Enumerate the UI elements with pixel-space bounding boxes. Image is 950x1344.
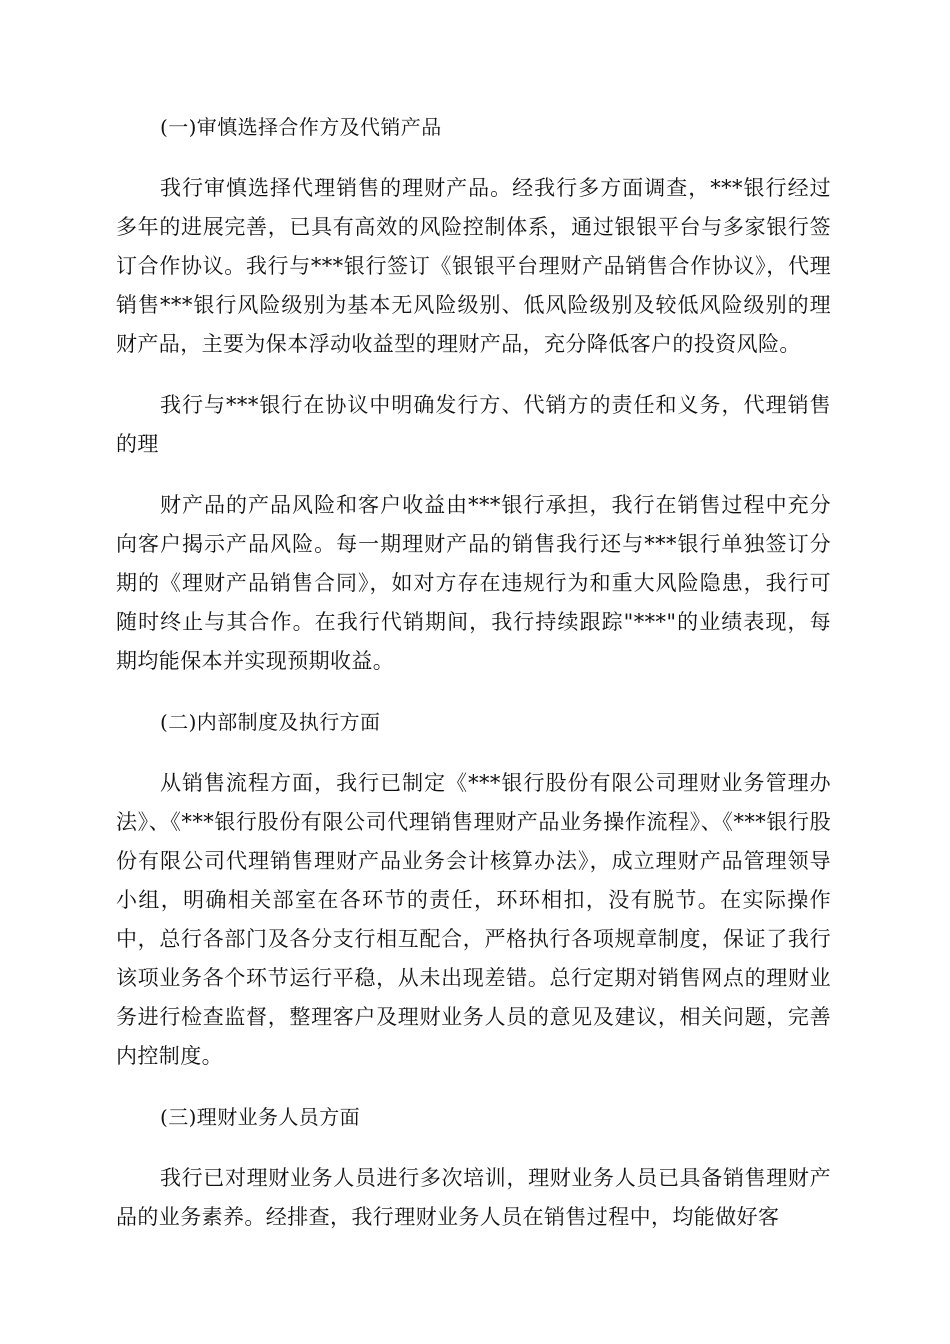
section-2-paragraph-1: 从销售流程方面，我行已制定《***银行股份有限公司理财业务管理办法》、《***银行股份有限公司代理销售理财产品业务操作流程》、《***银行股份有限公司代理销售理财产品业务会计核算办法》，成立理财产品管理领导小组，明确相关部室在各环节的责任，环环相扣，没有脱节。在实际操作中，总行各部门及各分支行相互配合，严格执行各项规章制度，保证了我行该项业务各个环节运行平稳，从未出现差错。总行定期对销售网点的理财业务进行检查监督，整理客户及理财业务人员的意见及建议，相关问题，完善内控制度。 [116,771,831,1068]
section-heading-3: (三)理财业务人员方面 [160,1105,361,1129]
document-body [116,108,831,1259]
section-3-paragraph-1: 我行已对理财业务人员进行多次培训，理财业务人员已具备销售理财产品的业务素养。经排查，我行理财业务人员在销售过程中，均能做好客 [116,1166,831,1229]
section-1-paragraph-3: 财产品的产品风险和客户收益由***银行承担，我行在销售过程中充分向客户揭示产品风险。每一期理财产品的销售我行还与***银行单独签订分期的《理财产品销售合同》，如对方存在违规行为和重大风险隐患，我行可随时终止与其合作。在我行代销期间，我行持续跟踪"***"的业绩表现，每期均能保本并实现预期收益。 [116,493,831,673]
section-1-paragraph-2: 我行与***银行在协议中明确发行方、代销方的责任和义务，代理销售的理 [116,393,831,456]
section-1-paragraph-1: 我行审慎选择代理销售的理财产品。经我行多方面调查，***银行经过多年的进展完善，已具有高效的风险控制体系，通过银银平台与多家银行签订合作协议。我行与***银行签订《银银平台理财产品销售合作协议》，代理销售***银行风险级别为基本无风险级别、低风险级别及较低风险级别的理财产品，主要为保本浮动收益型的理财产品，充分降低客户的投资风险。 [116,176,831,356]
section-heading-1: (一)审慎选择合作方及代销产品 [160,115,442,139]
section-heading-2: (二)内部制度及执行方面 [160,710,381,734]
